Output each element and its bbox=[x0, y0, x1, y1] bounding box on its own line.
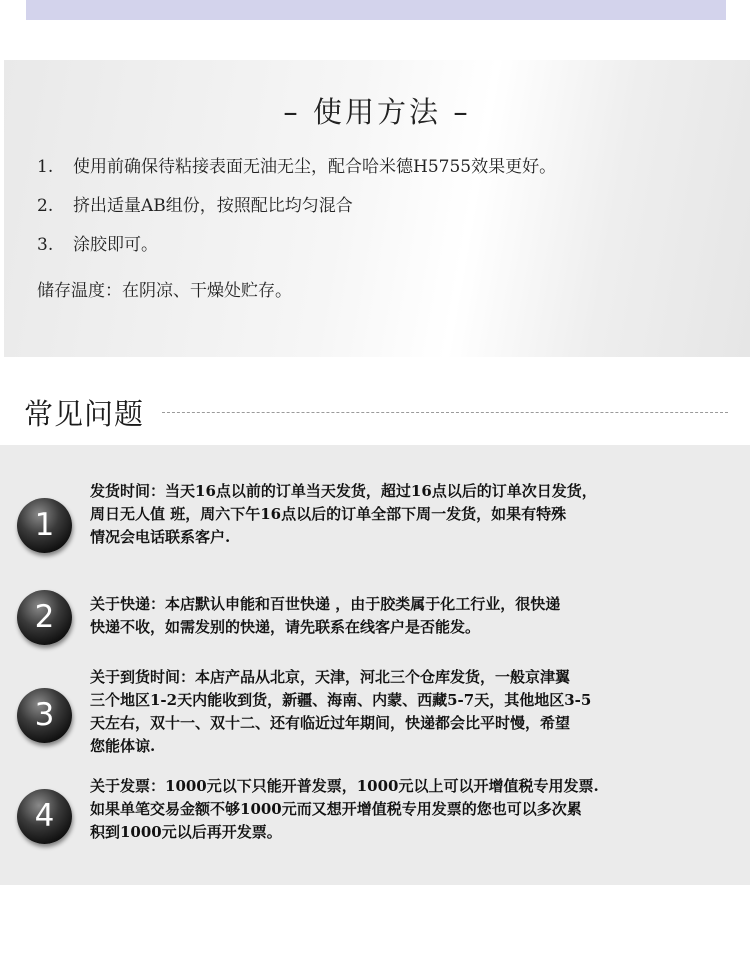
faq-answer bbox=[90, 775, 730, 844]
faq-answer bbox=[90, 593, 730, 639]
faq-line: 快递不收，如需发别的快递，请先联系在线客户是否能发。 bbox=[90, 618, 481, 636]
step-text: 使用前确保待粘接表面无油无尘，配合哈米德H5755效果更好。 bbox=[73, 157, 557, 177]
faq-line: 关于发票：1000元以下只能开普发票，1000元以上可以开增值税专用发票. bbox=[90, 777, 599, 795]
step-number: 1. bbox=[37, 157, 54, 177]
faq-line: 积到1000元以后再开发票。 bbox=[90, 823, 282, 841]
faq-answer bbox=[90, 666, 730, 758]
usage-step bbox=[37, 187, 556, 226]
number-badge-icon: 1 bbox=[17, 498, 72, 553]
top-banner-strip bbox=[26, 0, 726, 20]
usage-section bbox=[4, 60, 750, 357]
step-number: 3. bbox=[37, 235, 54, 255]
step-text: 挤出适量AB组份，按照配比均匀混合 bbox=[73, 196, 353, 216]
storage-note: 储存温度：在阴凉、干燥处贮存。 bbox=[37, 281, 292, 301]
usage-step bbox=[37, 148, 556, 187]
faq-line: 情况会电话联系客户. bbox=[90, 528, 231, 546]
faq-line: 关于到货时间：本店产品从北京，天津，河北三个仓库发货，一般京津翼 bbox=[90, 668, 571, 686]
step-number: 2. bbox=[37, 196, 54, 216]
usage-title: – 使用方法 – bbox=[283, 95, 471, 129]
number-badge-icon: 2 bbox=[17, 590, 72, 645]
faq-line: 天左右，双十一、双十二、还有临近过年期间，快递都会比平时慢，希望 bbox=[90, 714, 571, 732]
faq-line: 发货时间：当天16点以前的订单当天发货，超过16点以后的订单次日发货， bbox=[90, 482, 597, 500]
faq-divider bbox=[162, 412, 728, 413]
faq-line: 关于快递：本店默认申能和百世快递 ，由于胶类属于化工行业，很快递 bbox=[90, 595, 561, 613]
faq-panel bbox=[0, 445, 750, 885]
number-badge-icon: 4 bbox=[17, 789, 72, 844]
faq-answer bbox=[90, 480, 730, 549]
faq-line: 您能体谅. bbox=[90, 737, 156, 755]
usage-step bbox=[37, 226, 556, 265]
faq-line: 如果单笔交易金额不够1000元而又想开增值税专用发票的您也可以多次累 bbox=[90, 800, 582, 818]
usage-steps-list bbox=[37, 148, 556, 265]
step-text: 涂胶即可。 bbox=[73, 235, 158, 255]
faq-line: 周日无人值 班，周六下午16点以后的订单全部下周一发货，如果有特殊 bbox=[90, 505, 567, 523]
faq-heading: 常见问题 bbox=[24, 397, 145, 431]
faq-line: 三个地区1-2天内能收到货，新疆、海南、内蒙、西藏5-7天，其他地区3-5 bbox=[90, 691, 592, 709]
number-badge-icon: 3 bbox=[17, 688, 72, 743]
